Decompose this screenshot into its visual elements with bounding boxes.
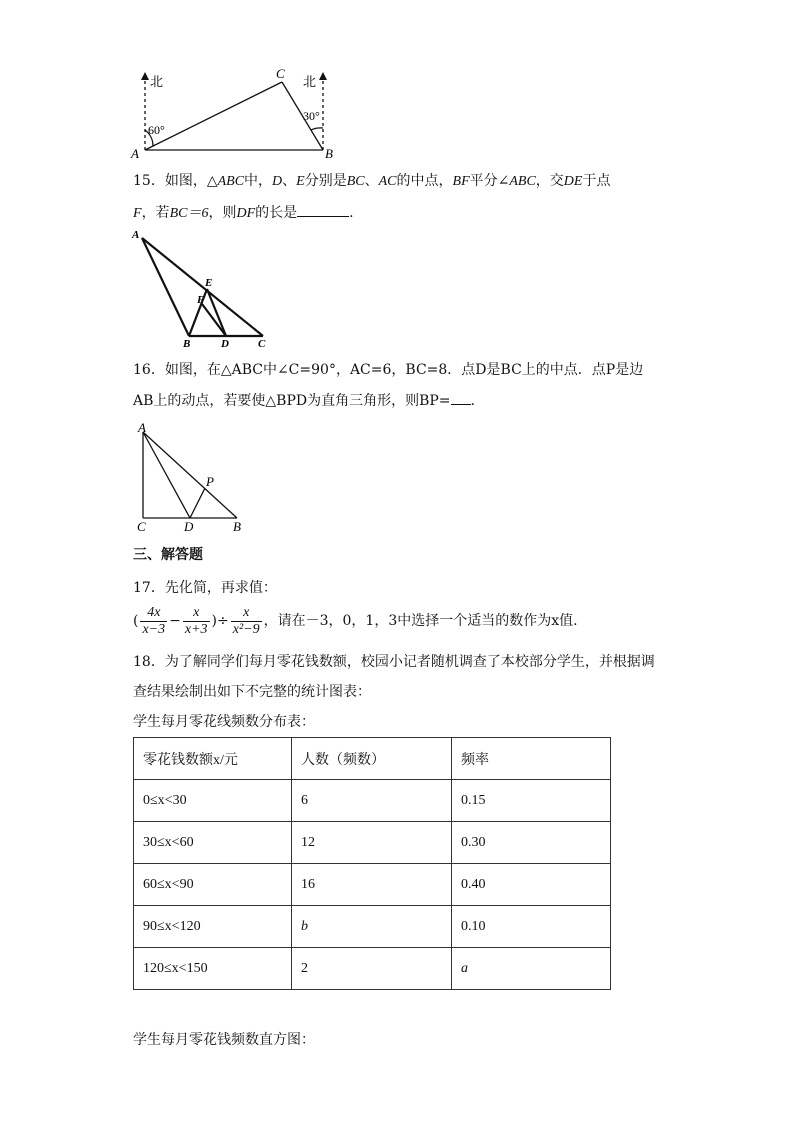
table-row <box>134 906 611 948</box>
label-p: P <box>206 474 214 489</box>
label-c: C <box>258 338 266 348</box>
label-c: C <box>276 66 285 81</box>
table-cell: 0.30 <box>452 822 611 864</box>
q18-line2: 查结果绘制出如下不完整的统计图表： <box>133 684 371 700</box>
table-row <box>134 822 611 864</box>
label-a: A <box>132 229 140 241</box>
header-cell: 人数（频数） <box>292 738 452 780</box>
answer-blank-q16 <box>451 390 471 405</box>
label-e: E <box>205 277 213 289</box>
label-d: D <box>184 519 194 534</box>
segment-ab <box>142 238 189 336</box>
figure-q14 <box>125 66 340 160</box>
q15-line1: 15．如图，△ABC中，D、E分别是BC、AC的中点，BF平分∠ABC，交DE于点 <box>133 173 611 189</box>
label-b: B <box>183 338 191 348</box>
segment-de <box>207 289 226 336</box>
label-c: C <box>137 519 146 534</box>
label-b: B <box>233 519 241 534</box>
table-cell: 30≤x<60 <box>134 822 292 864</box>
q16-line1: 16．如图，在△ABC中∠C=90°，AC=6，BC=8．点D是BC上的中点．点P是边 <box>133 362 644 378</box>
table-cell: 16 <box>292 864 452 906</box>
label-angle-60: 60° <box>148 123 165 137</box>
table-row <box>134 864 611 906</box>
table-cell: a <box>452 948 611 990</box>
table-row <box>134 948 611 990</box>
header-cell: 零花钱数额x/元 <box>134 738 292 780</box>
north-arrow-left-icon <box>141 72 149 80</box>
fraction-2: $\frac{x}{x+3}$ <box>184 604 208 637</box>
table-cell: 120≤x<150 <box>134 948 292 990</box>
table-title: 学生每月零花线频数分布表： <box>133 714 315 730</box>
frequency-table <box>133 737 611 990</box>
section-title: 三、解答题 <box>133 547 203 563</box>
figure-q16 <box>130 420 260 535</box>
table-cell: 90≤x<120 <box>134 906 292 948</box>
histogram-title: 学生每月零花钱频数直方图： <box>133 1032 315 1048</box>
table-header-row <box>134 738 611 780</box>
angle-arc-right <box>311 128 323 130</box>
table-cell: 2 <box>292 948 452 990</box>
fraction-3: $\frac{x}{\text{x²−9}}$ <box>232 604 260 637</box>
table-row <box>134 780 611 822</box>
label-a: A <box>138 420 146 435</box>
table-cell: 0≤x<30 <box>134 780 292 822</box>
label-b: B <box>325 146 333 160</box>
segment-ac <box>145 82 282 150</box>
table-cell: 60≤x<90 <box>134 864 292 906</box>
north-arrow-right-icon <box>319 72 327 80</box>
label-d: D <box>221 338 229 348</box>
segment-ac <box>142 238 263 336</box>
q16-line2: AB上的动点，若要使△BPD为直角三角形，则BP= . <box>133 390 475 411</box>
q17-expression: ( $\frac{4x}{x-3}$ − $\frac{x}{x+3}$ )÷ $\frac{x}{\text{x²−9}}$ ，请在－3，0，1，3中选择一个适当的数作为x值. <box>133 604 578 637</box>
segment-ab <box>143 432 237 518</box>
figure-q15 <box>130 228 275 348</box>
fraction-1: $\frac{4x}{x-3}$ <box>142 604 166 637</box>
q15-line2: F，若BC＝6，则DF的长是 . <box>133 202 354 224</box>
table-cell: 0.15 <box>452 780 611 822</box>
label-north-left: 北 <box>150 74 164 89</box>
q17-line1: 17．先化简，再求值： <box>133 580 277 596</box>
label-north-right: 北 <box>303 74 317 89</box>
segment-ad <box>143 432 190 518</box>
answer-blank-q15 <box>297 202 349 217</box>
table-cell: 12 <box>292 822 452 864</box>
q18-line1: 18．为了解同学们每月零花钱数额，校园小记者随机调查了本校部分学生，并根据调 <box>133 654 655 670</box>
table-cell: b <box>292 906 452 948</box>
label-angle-30: 30° <box>303 109 320 123</box>
label-f: F <box>197 294 205 306</box>
segment-dp <box>190 488 205 518</box>
label-a: A <box>131 146 139 160</box>
table-cell: 0.10 <box>452 906 611 948</box>
table-cell: 0.40 <box>452 864 611 906</box>
header-cell: 频率 <box>452 738 611 780</box>
table-cell: 6 <box>292 780 452 822</box>
